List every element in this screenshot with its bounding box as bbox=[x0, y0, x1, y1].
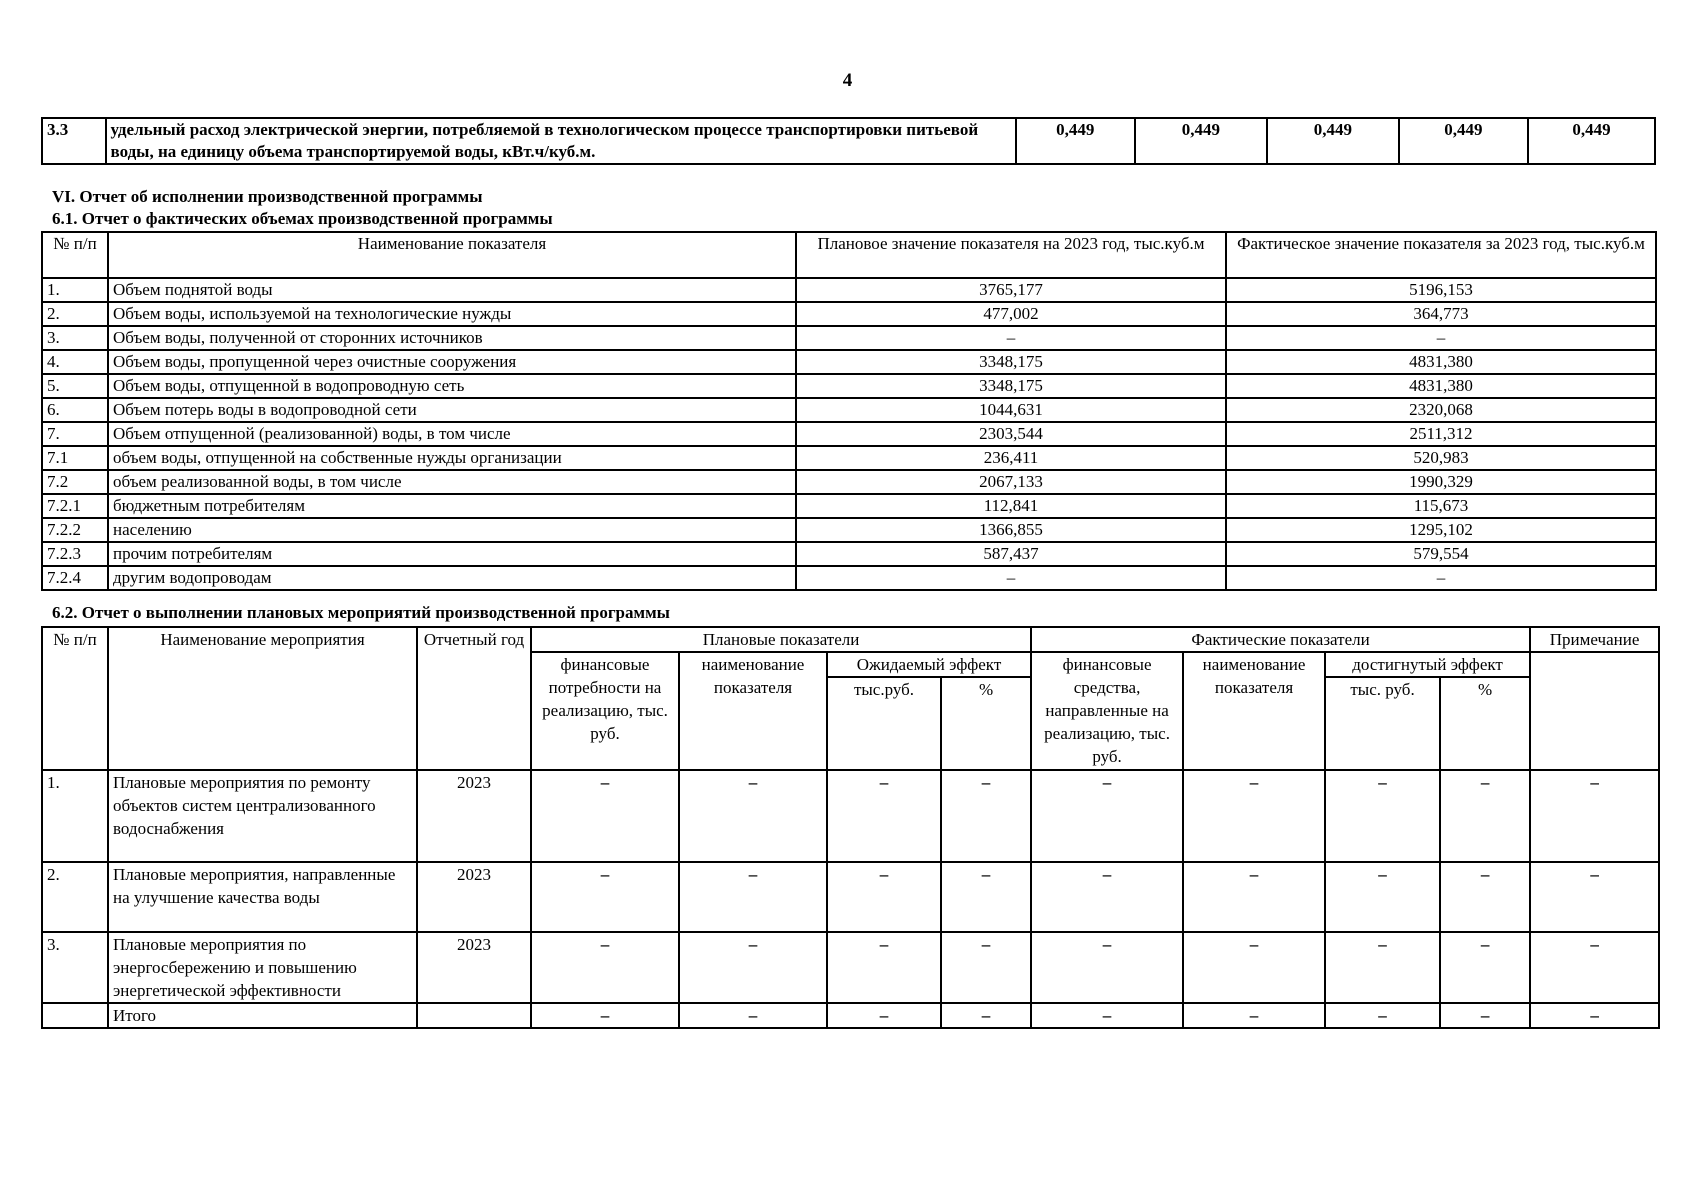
cell-num: 5. bbox=[42, 374, 108, 398]
page-number: 4 bbox=[842, 70, 853, 91]
header-plan-fin: финансовые потребности на реализацию, тыс. руб. bbox=[531, 652, 679, 770]
cell-num: 6. bbox=[42, 398, 108, 422]
cell-year bbox=[417, 1003, 531, 1028]
cell-value: – bbox=[1031, 932, 1183, 1003]
cell-value: – bbox=[827, 1003, 941, 1028]
cell-value: – bbox=[1440, 862, 1530, 932]
cell-value: – bbox=[1530, 1003, 1659, 1028]
table-header-row bbox=[42, 627, 1659, 652]
cell-name: бюджетным потребителям bbox=[108, 494, 796, 518]
header-plan-effect: Ожидаемый эффект bbox=[827, 652, 1031, 677]
table-62 bbox=[41, 626, 1660, 1029]
cell-value: – bbox=[941, 1003, 1031, 1028]
cell-name: Плановые мероприятия, направленные на улучшение качества воды bbox=[108, 862, 417, 932]
cell-value: – bbox=[1183, 862, 1325, 932]
cell-plan: 1366,855 bbox=[796, 518, 1226, 542]
cell-year: 2023 bbox=[417, 932, 531, 1003]
table-row bbox=[42, 326, 1656, 350]
cell-name: прочим потребителям bbox=[108, 542, 796, 566]
cell-fact: 4831,380 bbox=[1226, 350, 1656, 374]
header-fact: Фактическое значение показателя за 2023 год, тыс.куб.м bbox=[1226, 232, 1656, 278]
cell-year: 2023 bbox=[417, 862, 531, 932]
header-name: Наименование мероприятия bbox=[108, 627, 417, 770]
cell-plan: 3348,175 bbox=[796, 374, 1226, 398]
cell-value: – bbox=[827, 862, 941, 932]
table-row bbox=[42, 422, 1656, 446]
cell-name: Плановые мероприятия по энергосбережению и повышению энергетической эффективности bbox=[108, 932, 417, 1003]
row-number: 3.3 bbox=[42, 118, 106, 164]
subsection-title-62: 6.2. Отчет о выполнении плановых мероприятий производственной программы bbox=[52, 603, 670, 622]
cell-fact: 520,983 bbox=[1226, 446, 1656, 470]
cell-value: – bbox=[1325, 932, 1440, 1003]
top-table bbox=[41, 117, 1656, 165]
cell-name: Объем потерь воды в водопроводной сети bbox=[108, 398, 796, 422]
table-row bbox=[42, 398, 1656, 422]
cell-num bbox=[42, 1003, 108, 1028]
total-row bbox=[42, 1003, 1659, 1028]
cell-name: Объем отпущенной (реализованной) воды, в том числе bbox=[108, 422, 796, 446]
cell-num: 1. bbox=[42, 770, 108, 862]
cell-plan: – bbox=[796, 326, 1226, 350]
cell-num: 2. bbox=[42, 862, 108, 932]
value-cell: 0,449 bbox=[1528, 118, 1655, 164]
header-plan-ind: наименование показателя bbox=[679, 652, 827, 770]
header-plan: Плановое значение показателя на 2023 год, тыс.куб.м bbox=[796, 232, 1226, 278]
cell-fact: 5196,153 bbox=[1226, 278, 1656, 302]
cell-value: – bbox=[679, 862, 827, 932]
cell-value: – bbox=[1530, 932, 1659, 1003]
table-row bbox=[42, 374, 1656, 398]
cell-year: 2023 bbox=[417, 770, 531, 862]
cell-value: – bbox=[531, 932, 679, 1003]
cell-name: Объем воды, полученной от сторонних источников bbox=[108, 326, 796, 350]
cell-fact: – bbox=[1226, 566, 1656, 590]
cell-name: объем воды, отпущенной на собственные нужды организации bbox=[108, 446, 796, 470]
cell-value: – bbox=[531, 862, 679, 932]
table-row bbox=[42, 932, 1659, 1003]
cell-num: 4. bbox=[42, 350, 108, 374]
header-name: Наименование показателя bbox=[108, 232, 796, 278]
cell-name: Объем воды, используемой на технологические нужды bbox=[108, 302, 796, 326]
cell-num: 7.2.2 bbox=[42, 518, 108, 542]
cell-value: – bbox=[1440, 932, 1530, 1003]
table-row bbox=[42, 566, 1656, 590]
cell-num: 7.2 bbox=[42, 470, 108, 494]
cell-value: – bbox=[1440, 1003, 1530, 1028]
header-note: Примечание bbox=[1530, 627, 1659, 652]
cell-fact: 2320,068 bbox=[1226, 398, 1656, 422]
value-cell: 0,449 bbox=[1135, 118, 1267, 164]
cell-plan: 236,411 bbox=[796, 446, 1226, 470]
cell-value: – bbox=[1325, 770, 1440, 862]
cell-value: – bbox=[941, 770, 1031, 862]
cell-value: – bbox=[679, 770, 827, 862]
cell-name: Объем воды, пропущенной через очистные сооружения bbox=[108, 350, 796, 374]
cell-num: 3. bbox=[42, 326, 108, 350]
cell-fact: – bbox=[1226, 326, 1656, 350]
cell-value: – bbox=[1325, 1003, 1440, 1028]
cell-plan: 477,002 bbox=[796, 302, 1226, 326]
cell-plan: 587,437 bbox=[796, 542, 1226, 566]
cell-fact: 1295,102 bbox=[1226, 518, 1656, 542]
cell-value: – bbox=[679, 1003, 827, 1028]
cell-value: – bbox=[941, 932, 1031, 1003]
header-plan-pct: % bbox=[941, 677, 1031, 770]
cell-name: Плановые мероприятия по ремонту объектов систем централизованного водоснабжения bbox=[108, 770, 417, 862]
cell-value: – bbox=[1530, 862, 1659, 932]
cell-value: – bbox=[531, 1003, 679, 1028]
header-fact-group: Фактические показатели bbox=[1031, 627, 1530, 652]
cell-fact: 579,554 bbox=[1226, 542, 1656, 566]
value-cell: 0,449 bbox=[1267, 118, 1399, 164]
cell-plan: 112,841 bbox=[796, 494, 1226, 518]
cell-fact: 1990,329 bbox=[1226, 470, 1656, 494]
cell-value: – bbox=[1440, 770, 1530, 862]
cell-value: – bbox=[1183, 770, 1325, 862]
cell-plan: 2303,544 bbox=[796, 422, 1226, 446]
cell-num: 2. bbox=[42, 302, 108, 326]
table-61 bbox=[41, 231, 1657, 591]
cell-value: – bbox=[531, 770, 679, 862]
cell-value: – bbox=[1031, 1003, 1183, 1028]
cell-value: – bbox=[1325, 862, 1440, 932]
cell-plan: – bbox=[796, 566, 1226, 590]
table-row bbox=[42, 470, 1656, 494]
table-row bbox=[42, 118, 1655, 164]
table-row bbox=[42, 542, 1656, 566]
table-row bbox=[42, 518, 1656, 542]
table-header-row bbox=[42, 232, 1656, 278]
cell-plan: 1044,631 bbox=[796, 398, 1226, 422]
header-num: № п/п bbox=[42, 232, 108, 278]
cell-plan: 3348,175 bbox=[796, 350, 1226, 374]
cell-value: – bbox=[679, 932, 827, 1003]
table-row bbox=[42, 770, 1659, 862]
subsection-title-61: 6.1. Отчет о фактических объемах производственной программы bbox=[52, 209, 553, 228]
header-fact-pct: % bbox=[1440, 677, 1530, 770]
table-row bbox=[42, 862, 1659, 932]
cell-plan: 2067,133 bbox=[796, 470, 1226, 494]
cell-value: – bbox=[941, 862, 1031, 932]
value-cell: 0,449 bbox=[1399, 118, 1528, 164]
cell-plan: 3765,177 bbox=[796, 278, 1226, 302]
cell-value: – bbox=[1183, 1003, 1325, 1028]
cell-name: Объем поднятой воды bbox=[108, 278, 796, 302]
cell-value: – bbox=[1031, 862, 1183, 932]
cell-name: населению bbox=[108, 518, 796, 542]
cell-value: – bbox=[1530, 770, 1659, 862]
cell-num: 7.2.1 bbox=[42, 494, 108, 518]
header-plan-rub: тыс.руб. bbox=[827, 677, 941, 770]
cell-name: объем реализованной воды, в том числе bbox=[108, 470, 796, 494]
header-plan-group: Плановые показатели bbox=[531, 627, 1031, 652]
header-fact-fin: финансовые средства, направленные на реализацию, тыс. руб. bbox=[1031, 652, 1183, 770]
table-row bbox=[42, 278, 1656, 302]
table-row bbox=[42, 446, 1656, 470]
cell-value: – bbox=[827, 932, 941, 1003]
cell-fact: 2511,312 bbox=[1226, 422, 1656, 446]
cell-num: 7.2.4 bbox=[42, 566, 108, 590]
header-note-empty bbox=[1530, 652, 1659, 770]
cell-fact: 364,773 bbox=[1226, 302, 1656, 326]
cell-name: другим водопроводам bbox=[108, 566, 796, 590]
table-row bbox=[42, 494, 1656, 518]
header-num: № п/п bbox=[42, 627, 108, 770]
cell-value: – bbox=[1031, 770, 1183, 862]
cell-num: 1. bbox=[42, 278, 108, 302]
value-cell: 0,449 bbox=[1016, 118, 1135, 164]
cell-fact: 4831,380 bbox=[1226, 374, 1656, 398]
header-fact-ind: наименование показателя bbox=[1183, 652, 1325, 770]
header-fact-effect: достигнутый эффект bbox=[1325, 652, 1530, 677]
indicator-name: удельный расход электрической энергии, потребляемой в технологическом процессе транспортировки питьевой воды, на единицу объема транспортируемой воды, кВт.ч/куб.м. bbox=[106, 118, 1016, 164]
cell-name: Объем воды, отпущенной в водопроводную сеть bbox=[108, 374, 796, 398]
header-year: Отчетный год bbox=[417, 627, 531, 770]
cell-num: 7.1 bbox=[42, 446, 108, 470]
header-fact-rub: тыс. руб. bbox=[1325, 677, 1440, 770]
cell-fact: 115,673 bbox=[1226, 494, 1656, 518]
cell-num: 3. bbox=[42, 932, 108, 1003]
table-row bbox=[42, 350, 1656, 374]
cell-num: 7.2.3 bbox=[42, 542, 108, 566]
cell-value: – bbox=[1183, 932, 1325, 1003]
cell-value: – bbox=[827, 770, 941, 862]
section-title: VI. Отчет об исполнении производственной программы bbox=[52, 187, 483, 206]
table-row bbox=[42, 302, 1656, 326]
cell-num: 7. bbox=[42, 422, 108, 446]
cell-name: Итого bbox=[108, 1003, 417, 1028]
